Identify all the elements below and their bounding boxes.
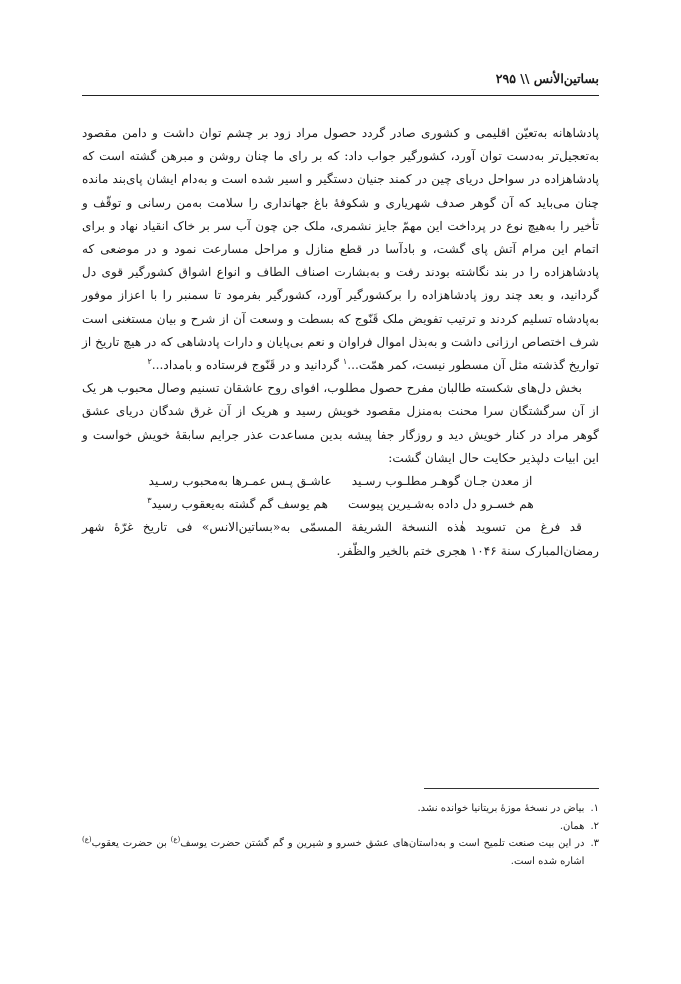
main-text [82, 122, 599, 563]
verse-line-1 [82, 470, 599, 493]
footnote-2 [82, 818, 599, 836]
footnote-3-honorific-2: (ع) [82, 835, 92, 844]
footnote-3-text-b: بن حضرت یعقوب [91, 838, 171, 849]
footnote-3-honorific-1: (ع) [170, 835, 181, 844]
verse-2-hemistich-left [147, 493, 328, 516]
verse-1-hemistich-left: عاشـق پـس عمـرها به‌محبوب رسـید [148, 474, 332, 489]
footnote-3-number: ۳. [590, 838, 599, 849]
header-rule [82, 95, 599, 96]
running-header: بساتین‌الأنس \\ ۲۹۵ [495, 71, 599, 86]
footnote-marker-2: ۲ [147, 356, 152, 366]
verse-2-hemistich-right: هم خسـرو دل داده به‌شـیرین پیوست [348, 497, 534, 512]
footnote-1-number: ۱. [590, 803, 599, 814]
verse-1-hemistich-right: از معدن جـان گوهـر مطلـوب رسـید [351, 474, 533, 489]
footnote-1-text: بیاض در نسخهٔ موزهٔ بریتانیا خوانده نشد. [417, 803, 585, 814]
paragraph-1 [82, 122, 599, 377]
footnote-marker-1: ۱ [342, 356, 348, 366]
footnote-2-text: همان. [559, 820, 585, 832]
footnotes [82, 800, 599, 870]
footnote-3 [82, 835, 599, 870]
verse-line-2 [82, 493, 599, 516]
footnote-marker-3: ۳ [147, 496, 152, 506]
closing-colophon: قد فرغ من تسوید هٰذه النسخة الشریفة المسمّی به«بساتین‌الانس» فی تاریخ غرّهٔ شهر رمضان‌المبارک سنة ۱۰۴۶ هجری ختم بالخیر والظّفر. [82, 520, 599, 558]
verse-2-left-text: هم یوسف گم گشته به‌یعقوب رسید [151, 497, 329, 512]
footnote-2-number: ۲. [590, 820, 599, 832]
footnote-3-text-a: در این بیت صنعت تلمیح است و به‌داستان‌های عشق خسرو و شیرین و گم گشتن حضرت یوسف [180, 838, 585, 849]
footnote-1 [82, 800, 599, 818]
paragraph-2: بخش دل‌های شکسته طالبان مفرح حصول مطلوب، افوای روح عاشقان تسنیم وصال محبوب هر یک از آن سرگشتگان سرا محنت به‌منزل مقصود خویش رسید و هریک از آن غرق شدگان دریای عشق گوهر مراد در کنار خویش دید و روزگار جفا پیشه بدین مساعدت عذر جرایم سابقهٔ خویش خواست و این ابیات دلپذیر حکایت حال ایشان گشت: [82, 381, 599, 465]
paragraph-1-text: پادشاهانه به‌تعیّن اقلیمی و کشوری صادر گردد حصول مراد زود بر چشم توان داشت و دامن مقصود به‌تعجیل‌تر به‌دست توان آورد، کشورگیر جواب داد: که بر رای ما چنان روشن و مبرهن گشته است که پادشاهزاده در سواحل دریای چین در کمند جنیان دستگیر و اسیر شده است و به‌دام ایشان پای‌بند مانده چنان می‌باید که آن گوهر صدف شهریاری و شکوفهٔ باغ جهانداری را سلامت به‌من رسانی و توقّف و تأخیر را به‌هیچ نوع در پرداخت این مهمّ جایز نشمری، ملک جن چون آب سر بر خاک انقیاد نهاد و برای اتمام این مرام آتش پای گشت، و بادآسا در قطع منازل و مراحل مسارعت نمود و در موضعی که پادشاهزاده را در بند نگاشته بودند رفت و به‌بشارت اصناف الطاف و انواع اشواق کشورگیر قوی دل گردانید، و بعد چند روز پادشاهزاده را برکشورگیر آورد، کشورگیر بفرمود تا سمنبر را با اعزاز موفور به‌پادشاه تسلیم کردند و ترتیب تفویض ملک قَنّوج که بسطت و وسعت آن از شرح و بیان مستغنی است شرف اختصاص ارزانی داشت و به‌بذل اموال فراوان و نعم بی‌پایان و دارات پادشاهی که در هیچ تاریخ از تواریخ گذشته مثل آن مسطور نیست، کمر همّت... [82, 126, 599, 373]
paragraph-1-text-after: گردانید و در قَنّوج فرستاده و بامداد... [151, 358, 343, 373]
footnote-3-text [82, 835, 584, 870]
footnote-3-text-c: اشاره شده است. [510, 855, 585, 867]
footnote-rule [424, 788, 599, 789]
